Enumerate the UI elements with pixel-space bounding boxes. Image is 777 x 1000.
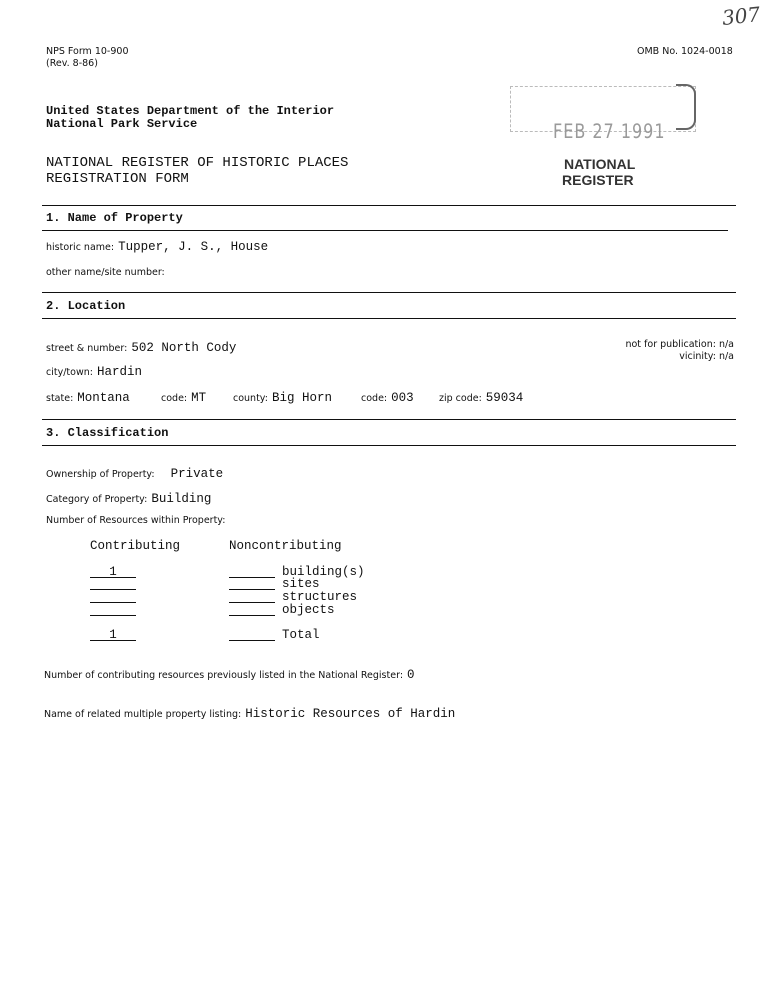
stamp-bracket [676,84,696,130]
zip-value: 59034 [485,391,524,405]
section2-bottom-rule [42,318,736,319]
county-label: county: [233,393,268,404]
form-revision: (Rev. 8-86) [46,58,98,69]
vicinity-label: vicinity: [679,351,716,362]
state-code-label: code: [161,393,188,404]
state-field [46,388,130,406]
noncontributing-blank [229,602,275,603]
section1-heading: 1. Name of Property [46,211,183,225]
resource-type-label: objects [282,603,335,617]
state-code-field [161,388,206,406]
zip-label: zip code: [439,393,482,404]
city-value: Hardin [96,365,142,379]
resource-type-label: sites [282,577,320,591]
previously-listed-field [44,665,415,683]
historic-name-value: Tupper, J. S., House [118,240,269,254]
category-value: Building [151,492,212,506]
contributing-blank [90,589,136,590]
zip-field [439,388,523,406]
multiple-listing-field [44,704,455,722]
previously-listed-value: 0 [407,668,415,682]
section2-top-rule [42,292,736,293]
ownership-field [46,464,223,482]
noncontributing-blank [229,577,275,578]
category-label: Category of Property: [46,494,148,505]
noncontributing-header: Noncontributing [229,539,342,553]
not-for-publication-value: n/a [718,339,734,350]
omb-number: OMB No. 1024-0018 [637,46,733,57]
vicinity-field [679,351,734,362]
form-title-line1: NATIONAL REGISTER OF HISTORIC PLACES [46,155,349,171]
noncontributing-blank [229,615,275,616]
not-for-publication-label: not for publication: [625,339,716,350]
department-name: United States Department of the Interior [46,104,335,118]
total-label: Total [282,628,320,642]
section2-heading: 2. Location [46,299,126,313]
section1-bottom-rule [42,230,728,231]
contributing-header: Contributing [90,539,181,553]
multiple-listing-label: Name of related multiple property listing: [44,709,242,720]
street-field [46,338,236,356]
county-code-label: code: [361,393,388,404]
not-for-publication-field [625,339,734,350]
resource-type-label: building(s) [282,565,365,579]
contributing-blank [90,577,136,578]
category-field [46,489,211,507]
street-label: street & number: [46,343,128,354]
historic-name-label: historic name: [46,242,115,253]
noncontributing-total-blank [229,640,275,641]
street-value: 502 North Cody [131,341,237,355]
form-number: NPS Form 10-900 [46,46,129,57]
ownership-value: Private [170,467,224,481]
county-code-value: 003 [391,391,414,405]
stamp-date: FEB 27 1991 [553,120,666,143]
other-name-field [46,262,165,280]
state-value: Montana [77,391,130,405]
service-name: National Park Service [46,117,198,131]
vicinity-value: n/a [718,351,734,362]
resources-label: Number of Resources within Property: [46,515,226,526]
state-label: state: [46,393,74,404]
stamp-national: NATIONAL [564,156,636,172]
handwritten-page-number: 307 [720,2,762,30]
county-code-field [361,388,414,406]
historic-name-field [46,237,268,255]
resource-type-label: structures [282,590,358,604]
section3-heading: 3. Classification [46,426,169,440]
other-name-label: other name/site number: [46,267,165,278]
section3-top-rule [42,419,736,420]
city-label: city/town: [46,367,93,378]
form-title-line2: REGISTRATION FORM [46,171,189,187]
multiple-listing-value: Historic Resources of Hardin [245,707,456,721]
stamp-register: REGISTER [562,172,634,188]
county-value: Big Horn [271,391,332,405]
section1-top-rule [42,205,736,206]
county-field [233,388,332,406]
previously-listed-label: Number of contributing resources previously listed in the National Register: [44,670,404,681]
contributing-total: 1 [109,628,117,642]
contributing-blank [90,602,136,603]
state-code-value: MT [191,391,207,405]
contributing-blank [90,615,136,616]
contributing-count: 1 [109,565,117,579]
city-field [46,362,142,380]
section3-bottom-rule [42,445,736,446]
ownership-label: Ownership of Property: [46,469,155,480]
noncontributing-blank [229,589,275,590]
contributing-total-blank [90,640,136,641]
